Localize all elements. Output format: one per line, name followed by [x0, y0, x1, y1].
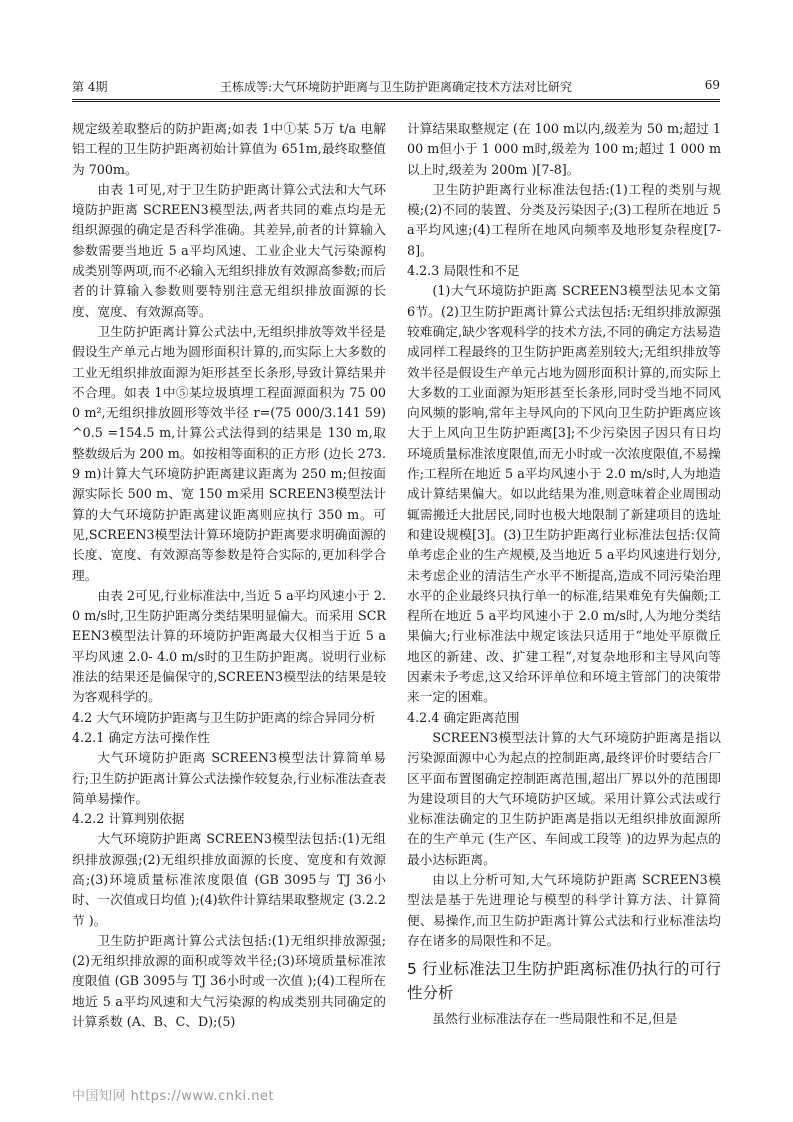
- section-heading: 4.2 大气环境防护距离与卫生防护距离的综合异同分析: [72, 709, 376, 725]
- paragraph: 卫生防护距离计算公式法中,无组织排放等效半径是假设生产单元占地为圆形面积计算的,而实际上大多数的工业无组织排放面源为矩形甚至长条形,导致计算结果并不合理。如表 1中⑤某垃圾填埋工程面源面积为 75 000 m²,无组织排放圆形等效半径 r=(75 000/3.141 59)^0.5 =154.5 m,计算公式法得到的结果是 130 m,取整数级后为 200 m。如按相等面积的正方形 (边长 273.9 m)计算大气环境防护距离建议距离为 250 m;但按面源实际长 500 m、宽 150 m采用 SCREEN3模型法计算的大气环境防护距离建议距离则应执行 350 m。可见,SCREEN3模型法计算环境防护距离要求明确面源的长度、宽度、有效源高等参数是符合实际的,更加科学合理。: [72, 323, 386, 583]
- right-column: [407, 119, 721, 1029]
- header-rule: [72, 99, 720, 100]
- paragraph: SCREEN3模型法计算的大气环境防护距离是指以污染源面源中心为起点的控制距离,最终评价时要结合厂区平面布置图确定控制距离范围,超出厂界以外的范围即为建设项目的大气环境防护区域。采用计算公式法或行业标准法确定的卫生防护距离是指以无组织排放面源所在的生产单元 (生产区、车间或工段等 )的边界为起点的最小达标距离。: [407, 729, 721, 867]
- paragraph: 由表 2可见,行业标准法中,当近 5 a平均风速小于 2.0 m/s时,卫生防护距离分类结果明显偏大。而采用 SCREEN3模型法计算的环境防护距离最大仅相当于近 5 a平均风速 2.0- 4.0 m/s时的卫生防护距离。说明行业标准法的结果还是偏保守的,SCREEN3模型法的结果是较为客观科学的。: [72, 587, 386, 705]
- paragraph: 大气环境防护距离 SCREEN3模型法包括:(1)无组织排放源强;(2)无组织排放面源的长度、宽度和有效源高;(3)环境质量标准浓度限值 (GB 3095与 TJ 36小时、一次值或日均值 );(4)软件计算结果取整规定 (3.2.2节 )。: [72, 831, 386, 928]
- watermark: 中国知网 https://www.cnki.net: [72, 1089, 275, 1104]
- paragraph: 计算结果取整规定 (在 100 m以内,级差为 50 m;超过 100 m但小于 1 000 m时,级差为 100 m;超过 1 000 m以上时,级差为 200m )[7-8]。: [407, 121, 721, 177]
- subsection-heading: 4.2.1 确定方法可操作性: [72, 729, 210, 745]
- paragraph: 规定级差取整后的防护距离;如表 1中①某 5万 t/a 电解铝工程的卫生防护距离初始计算值为 651m,最终取整值为 700m。: [72, 121, 386, 177]
- paragraph: 卫生防护距离计算公式法包括:(1)无组织排放源强;(2)无组织排放源的面积或等效半径;(3)环境质量标准浓度限值 (GB 3095与 TJ 36小时或一次值 );(4)工程所在地近 5 a平均风速和大气污染源的构成类别共同确定的计算系数 (A、B、C、D);(5): [72, 932, 386, 1030]
- running-title: 王栋成等:大气环境防护距离与卫生防护距离确定技术方法对比研究: [219, 80, 573, 94]
- paragraph: 由以上分析可知,大气环境防护距离 SCREEN3模型法是基于先进理论与模型的科学计算方法、计算简便、易操作,而卫生防护距离计算公式法和行业标准法均存在诸多的局限性和不足。: [407, 871, 721, 948]
- paragraph: 卫生防护距离行业标准法包括:(1)工程的类别与规模;(2)不同的装置、分类及污染因子;(3)工程所在地近 5 a平均风速;(4)工程所在地风向频率及地形复杂程度[7-8]。: [407, 181, 721, 258]
- subsection-heading: 4.2.3 局限性和不足: [407, 263, 520, 279]
- running-header: [72, 78, 720, 100]
- paragraph: 虽然行业标准法存在一些局限性和不足,但是: [432, 1011, 678, 1027]
- paragraph: 大气环境防护距离 SCREEN3模型法计算简单易行;卫生防护距离计算公式法操作较复杂,行业标准法查表简单易操作。: [72, 750, 386, 806]
- issue-number: 第 4期: [72, 80, 108, 94]
- paragraph: 由表 1可见,对于卫生防护距离计算公式法和大气环境防护距离 SCREEN3模型法,两者共同的难点均是无组织源强的确定是否科学准确。其差异,前者的计算输入参数需要当地近 5 a平均风速、工业企业大气污染源构成类别等两项,而不必输入无组织排放有效源高参数;而后者的计算输入参数则要特别注意无组织排放面源的长度、宽度、有效源高等。: [72, 181, 386, 319]
- section-heading: 5 行业标准法卫生防护距离标准仍执行的可行性分析: [407, 960, 721, 1003]
- left-column: [72, 119, 386, 1032]
- page-number: 69: [704, 78, 720, 92]
- header-rule-thin: [72, 101, 720, 102]
- subsection-heading: 4.2.2 计算判别依据: [72, 811, 185, 827]
- subsection-heading: 4.2.4 确定距离范围: [407, 709, 520, 725]
- paragraph: (1)大气环境防护距离 SCREEN3模型法见本文第 6节。(2)卫生防护距离计算公式法包括:无组织排放源强较难确定,缺少客观科学的技术方法,不同的确定方法易造成同样工程最终的卫生防护距离差别较大;无组织排放等效半径是假设生产单元占地为圆形面积计算的,而实际上大多数的工业面源为矩形甚至长条形,同时受当地不同风向风频的影响,常年主导风向的下风向卫生防护距离应该大于上风向卫生防护距离[3];不少污染因子因只有日均环境质量标准浓度限值,而无小时或一次浓度限值,不易操作;工程所在地近 5 a平均风速小于 2.0 m/s时,人为地造成计算结果偏大。如以此结果为准,则意味着企业周围动辄需搬迁大批居民,同时也极大地限制了新建项目的选址和建设规模[3]。(3)卫生防护距离行业标准法包括:仅简单考虑企业的生产规模,及当地近 5 a平均风速进行划分,未考虑企业的清洁生产水平不断提高,造成不同污染治理水平的企业最终只执行单一的标准,结果难免有失偏颇;工程所在地近 5 a平均风速小于 2.0 m/s时,人为地分类结果偏大;行业标准法中规定该法只适用于“地处平原微丘地区的新建、改、扩建工程”,对复杂地形和主导风向等因素未予考虑,这又给环评单位和环境主管部门的决策带来一定的困难。: [407, 283, 721, 705]
